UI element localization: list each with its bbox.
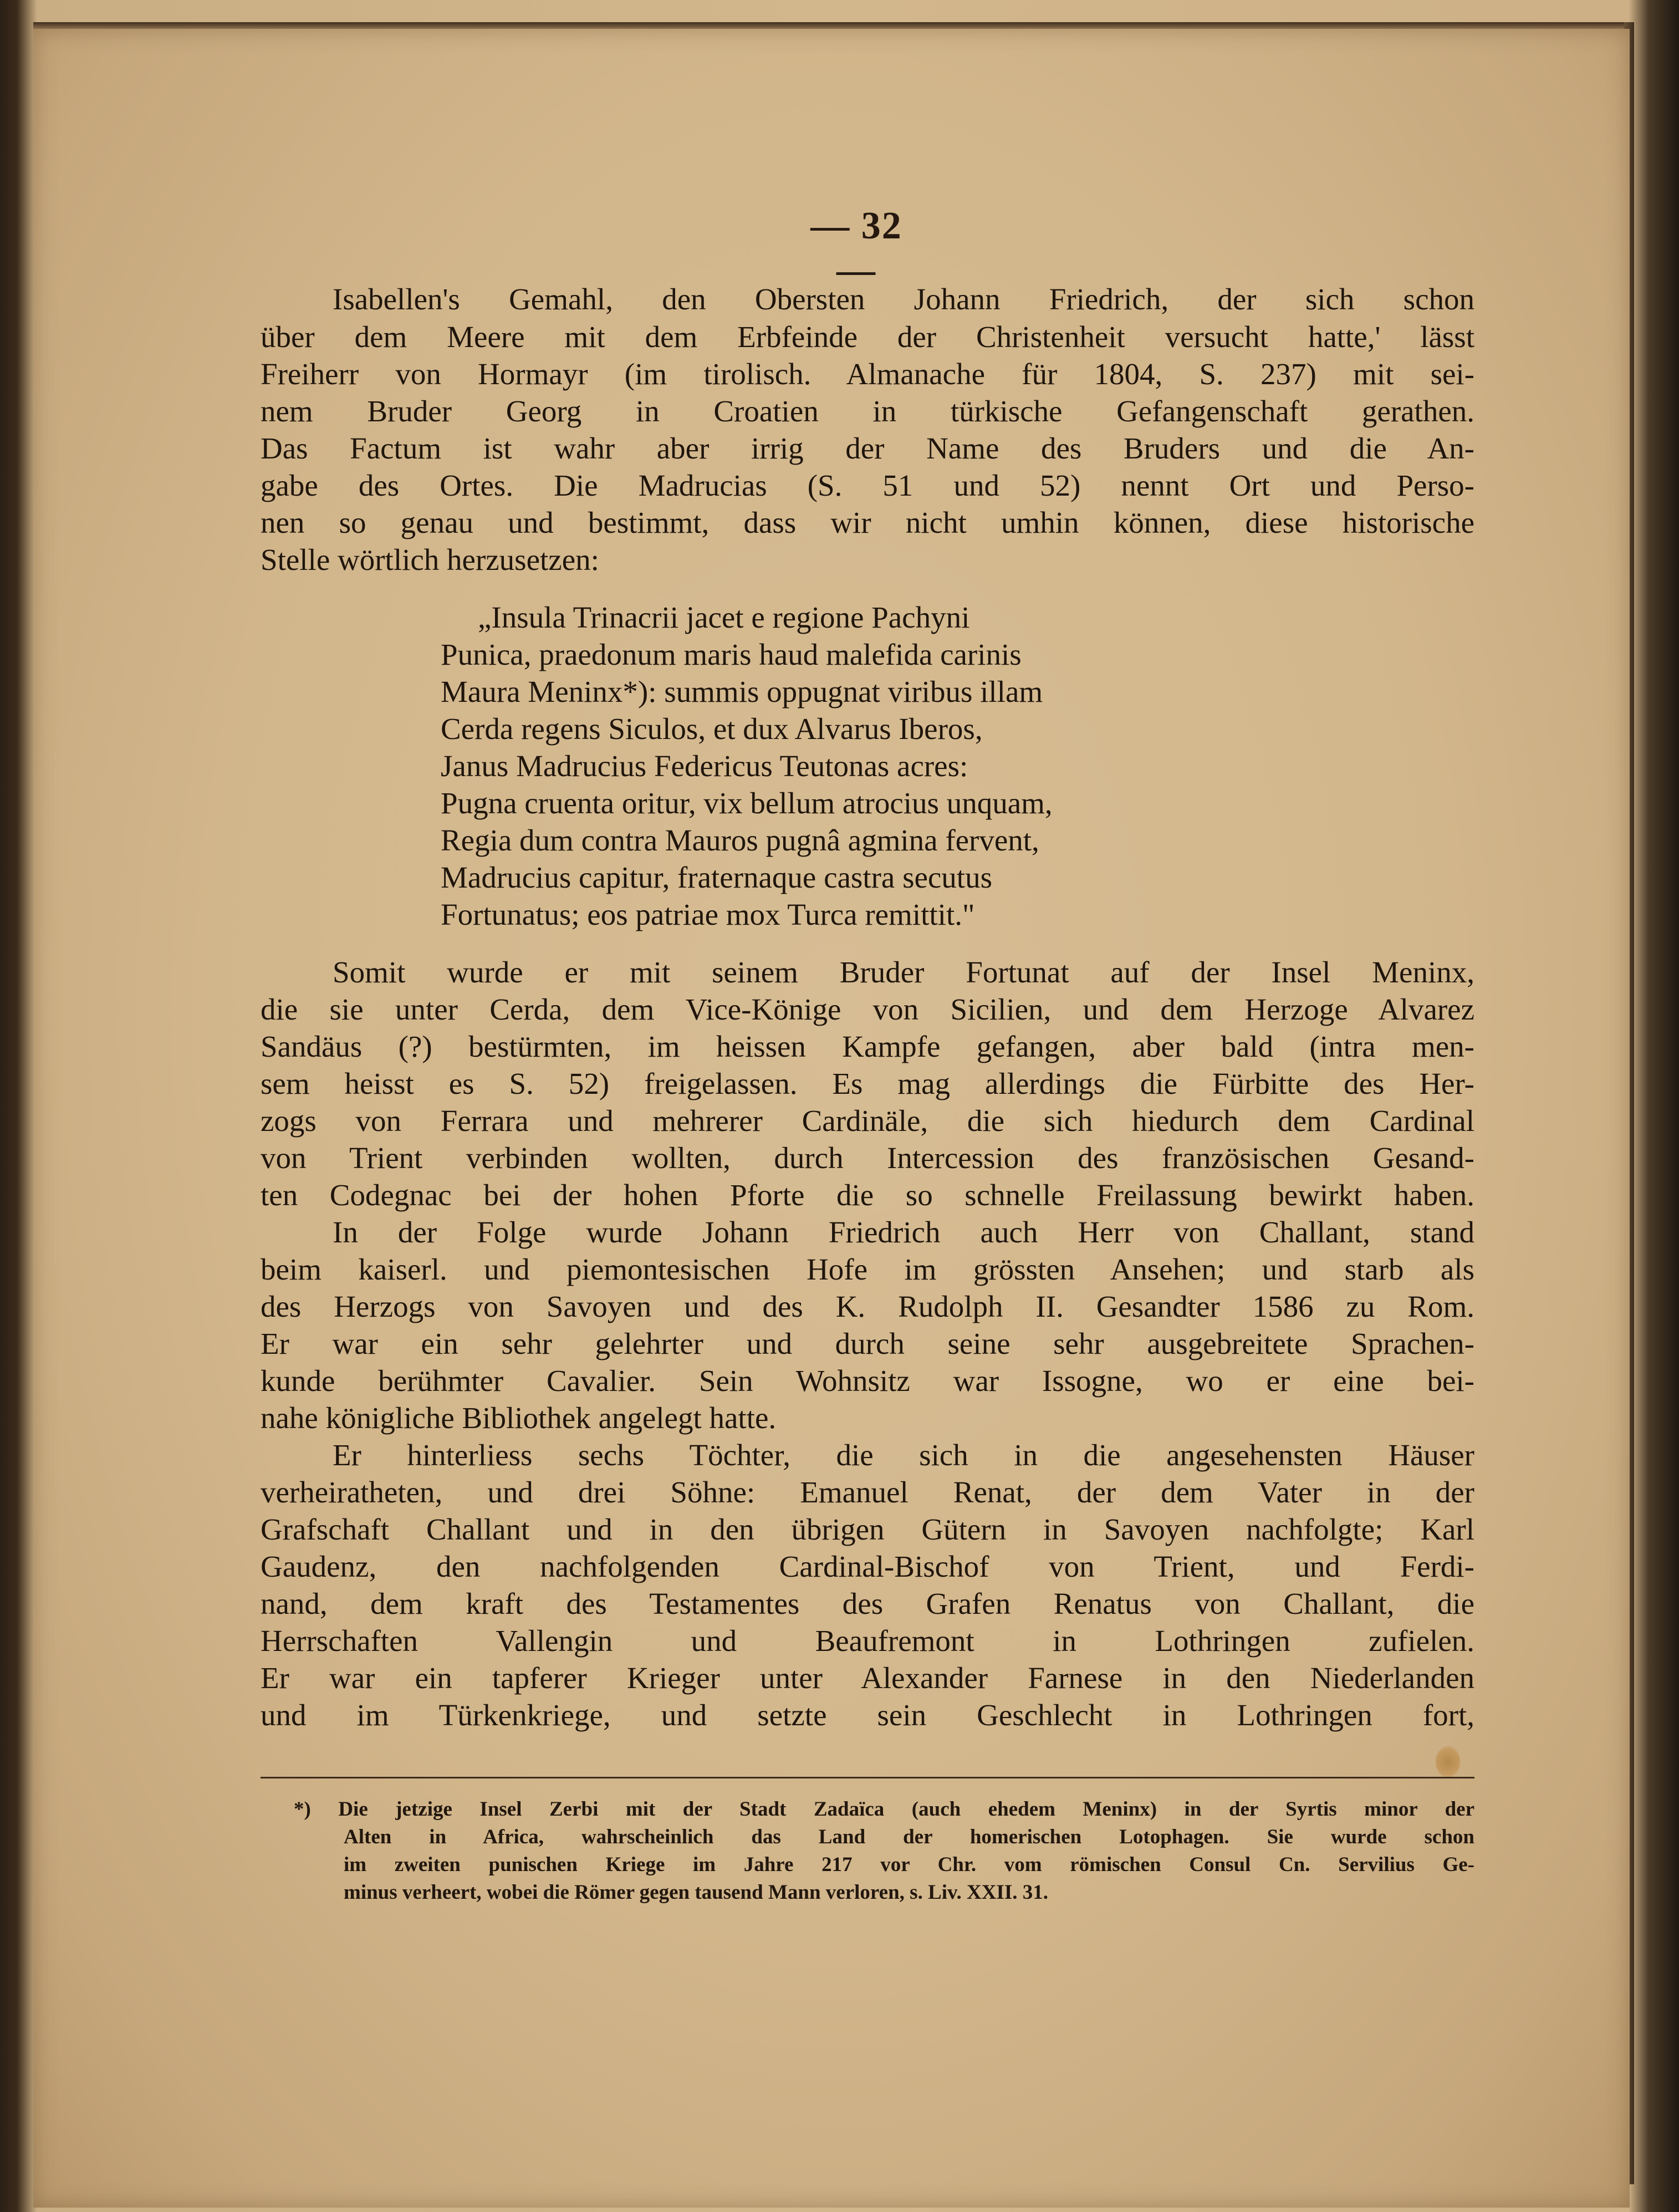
text-line: nem Bruder Georg in Croatien in türkische Gefangenschaft gerathen. bbox=[261, 394, 1474, 428]
verse-line: Madrucius capitur, fraternaque castra secutus bbox=[441, 860, 992, 894]
text-line: Er war ein sehr gelehrter und durch seine sehr ausgebreitete Sprachen- bbox=[261, 1327, 1474, 1360]
footnote-line: minus verheert, wobei die Römer gegen tausend Mann verloren, s. Liv. XXII. 31. bbox=[344, 1881, 1048, 1904]
text-line: gabe des Ortes. Die Madrucias (S. 51 und 52) nennt Ort und Perso- bbox=[261, 468, 1474, 502]
footnote-divider bbox=[261, 1777, 1474, 1778]
text-line: kunde berühmter Cavalier. Sein Wohnsitz war Issogne, wo er eine bei- bbox=[261, 1364, 1474, 1398]
text-line: nahe königliche Bibliothek angelegt hatte. bbox=[261, 1401, 777, 1435]
text-line: die sie unter Cerda, dem Vice-Könige von Sicilien, und dem Herzoge Alvarez bbox=[261, 992, 1474, 1026]
text-line: Gaudenz, den nachfolgenden Cardinal-Bischof von Trient, und Ferdi- bbox=[261, 1550, 1474, 1583]
verse-line: Janus Madrucius Federicus Teutonas acres: bbox=[441, 749, 968, 783]
verse-line: Fortunatus; eos patriae mox Turca remittit." bbox=[441, 898, 975, 931]
verse-line: Regia dum contra Mauros pugnâ agmina fervent, bbox=[441, 823, 1039, 857]
text-line: Sandäus (?) bestürmten, im heissen Kampfe gefangen, aber bald (intra men- bbox=[261, 1029, 1474, 1063]
text-line: Das Factum ist wahr aber irrig der Name des Bruders und die An- bbox=[261, 431, 1474, 465]
footnote-line: Alten in Africa, wahrscheinlich das Land der homerischen Lotophagen. Sie wurde schon bbox=[344, 1826, 1474, 1848]
text-line: Stelle wörtlich herzusetzen: bbox=[261, 543, 599, 577]
footnote-line: *) Die jetzige Insel Zerbi mit der Stadt Zadaïca (auch ehedem Meninx) in der Syrtis minor der bbox=[294, 1798, 1474, 1821]
text-line: verheiratheten, und drei Söhne: Emanuel Renat, der dem Vater in der bbox=[261, 1475, 1474, 1509]
text-line: In der Folge wurde Johann Friedrich auch Herr von Challant, stand bbox=[333, 1215, 1474, 1249]
text-line: Grafschaft Challant und in den übrigen Gütern in Savoyen nachfolgte; Karl bbox=[261, 1512, 1474, 1546]
text-line: und im Türkenkriege, und setzte sein Geschlecht in Lothringen fort, bbox=[261, 1698, 1474, 1732]
text-line: beim kaiserl. und piemontesischen Hofe im grössten Ansehen; und starb als bbox=[261, 1252, 1474, 1286]
verse-line: Cerda regens Siculos, et dux Alvarus Iberos, bbox=[441, 712, 983, 746]
footnote-line: im zweiten punischen Kriege im Jahre 217 vor Chr. vom römischen Consul Cn. Servilius Ge- bbox=[344, 1853, 1474, 1876]
ink-stain bbox=[1436, 1746, 1460, 1777]
verse-line: Maura Meninx*): summis oppugnat viribus illam bbox=[441, 675, 1043, 709]
text-line: von Trient verbinden wollten, durch Intercession des französischen Gesand- bbox=[261, 1141, 1474, 1175]
text-line: ten Codegnac bei der hohen Pforte die so schnelle Freilassung bewirkt haben. bbox=[261, 1178, 1474, 1212]
text-line: nand, dem kraft des Testamentes des Grafen Renatus von Challant, die bbox=[261, 1587, 1474, 1620]
text-line: sem heisst es S. 52) freigelassen. Es mag allerdings die Fürbitte des Her- bbox=[261, 1067, 1474, 1100]
text-line: des Herzogs von Savoyen und des K. Rudolph II. Gesandter 1586 zu Rom. bbox=[261, 1290, 1474, 1323]
text-line: Er hinterliess sechs Töchter, die sich in die angesehensten Häuser bbox=[333, 1438, 1474, 1472]
text-line: Isabellen's Gemahl, den Obersten Johann Friedrich, der sich schon bbox=[333, 282, 1474, 316]
verse-line: Punica, praedonum maris haud malefida carinis bbox=[441, 638, 1022, 671]
text-line: Somit wurde er mit seinem Bruder Fortunat auf der Insel Meninx, bbox=[333, 955, 1474, 989]
text-line: Er war ein tapferer Krieger unter Alexander Farnese in den Niederlanden bbox=[261, 1661, 1474, 1695]
verse-line: Pugna cruenta oritur, vix bellum atrocius unquam, bbox=[441, 786, 1053, 820]
text-line: zogs von Ferrara und mehrerer Cardinäle, die sich hiedurch dem Cardinal bbox=[261, 1104, 1474, 1138]
text-line: über dem Meere mit dem Erbfeinde der Christenheit versucht hatte,' lässt bbox=[261, 320, 1474, 354]
text-line: Herrschaften Vallengin und Beaufremont in Lothringen zufielen. bbox=[261, 1624, 1474, 1658]
page-number: — 32 — bbox=[810, 205, 902, 292]
text-line: Freiherr von Hormayr (im tirolisch. Almanache für 1804, S. 237) mit sei- bbox=[261, 357, 1474, 391]
verse-line: „Insula Trinacrii jacet e regione Pachyni bbox=[478, 600, 970, 634]
text-line: nen so genau und bestimmt, dass wir nicht umhin können, diese historische bbox=[261, 506, 1474, 539]
